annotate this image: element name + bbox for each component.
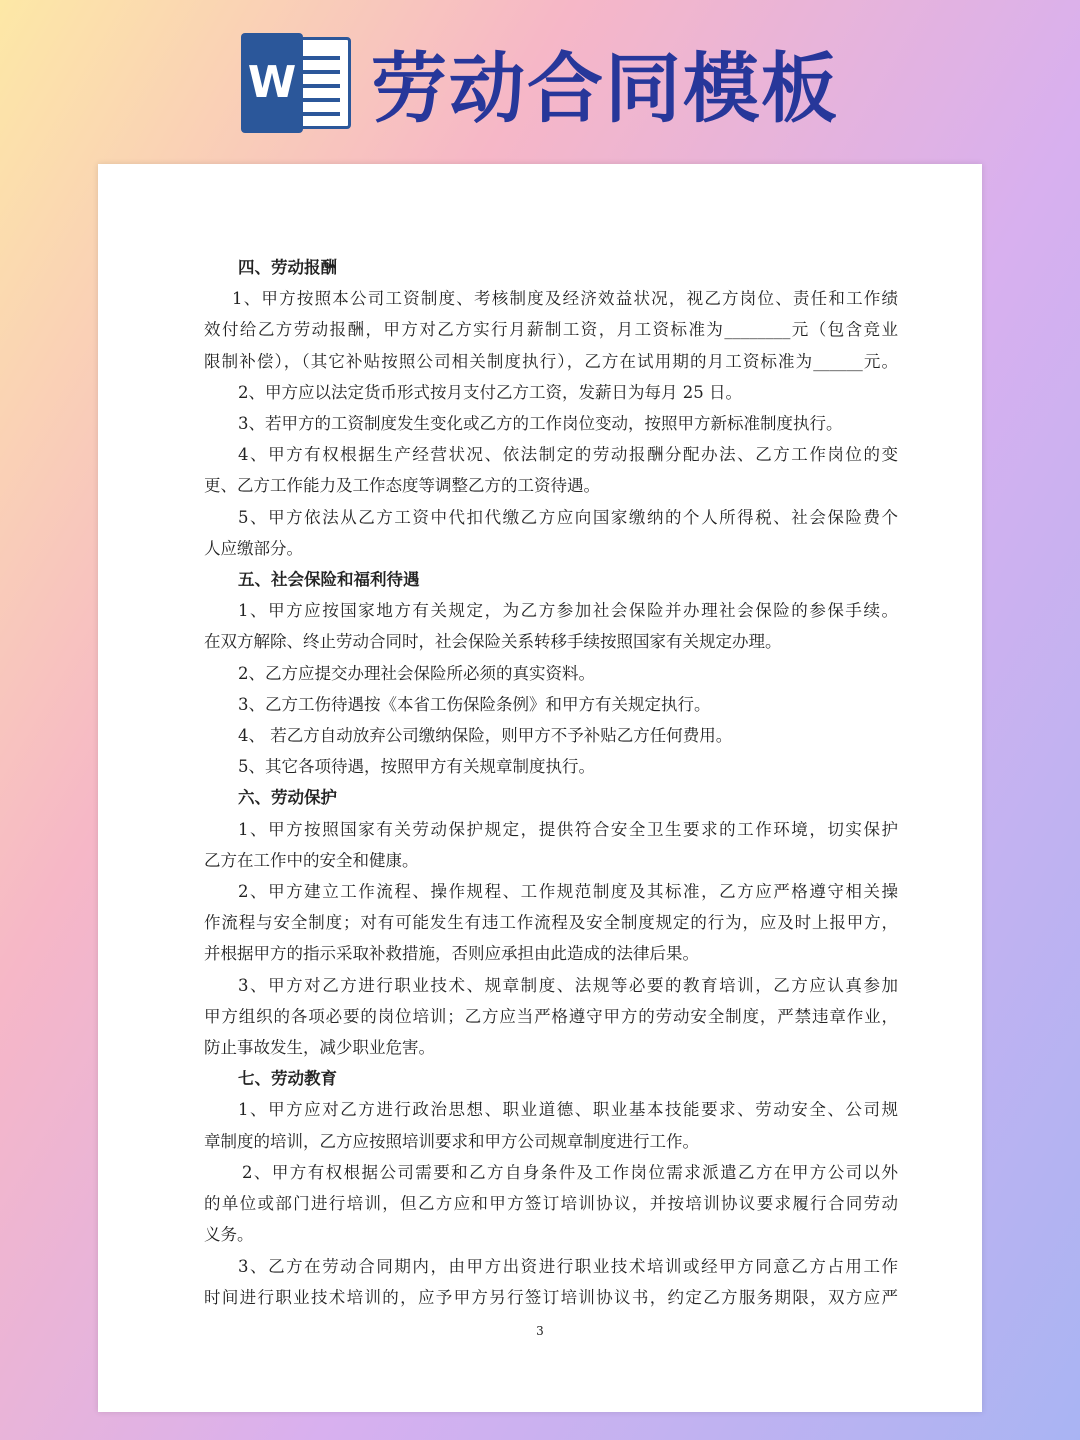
document-line: 限制补偿），（其它补贴按照公司相关制度执行），乙方在试用期的月工资标准为______元。	[204, 351, 898, 371]
document-line: 时间进行职业技术培训的，应予甲方另行签订培训协议书，约定乙方服务期限，双方应严	[204, 1287, 898, 1307]
word-icon-letter: W	[241, 33, 303, 133]
word-icon	[241, 33, 353, 133]
document-line: 3、乙方在劳动合同期内，由甲方出资进行职业技术培训或经甲方同意乙方占用工作	[238, 1256, 898, 1276]
document-line: 人应缴部分。	[204, 538, 303, 558]
document-line: 并根据甲方的指示采取补救措施，否则应承担由此造成的法律后果。	[204, 944, 699, 964]
document-line: 2、甲方建立工作流程、操作规程、工作规范制度及其标准，乙方应严格遵守相关操	[238, 882, 898, 902]
document-line: 1、甲方按照国家有关劳动保护规定，提供符合安全卫生要求的工作环境，切实保护	[238, 819, 898, 839]
document-line: 防止事故发生，减少职业危害。	[204, 1038, 435, 1058]
document-line: 3、若甲方的工资制度发生变化或乙方的工作岗位变动，按照甲方新标准制度执行。	[238, 414, 843, 434]
document-line: 的单位或部门进行培训，但乙方应和甲方签订培训协议，并按培训协议要求履行合同劳动	[204, 1194, 898, 1214]
document-line: 更、乙方工作能力及工作态度等调整乙方的工资待遇。	[204, 476, 600, 496]
banner	[0, 0, 1080, 165]
document-line: 5、甲方依法从乙方工资中代扣代缴乙方应向国家缴纳的个人所得税、社会保险费个	[238, 507, 898, 527]
document-line: 2、甲方应以法定货币形式按月支付乙方工资，发薪日为每月 25 日。	[238, 382, 742, 402]
document-line: 3、乙方工伤待遇按《本省工伤保险条例》和甲方有关规定执行。	[238, 694, 711, 714]
document-line: 2、乙方应提交办理社会保险所必须的真实资料。	[238, 663, 595, 683]
document-line: 5、其它各项待遇，按照甲方有关规章制度执行。	[238, 757, 595, 777]
document-body	[204, 252, 898, 1313]
document-line: 1、甲方应按国家地方有关规定，为乙方参加社会保险并办理社会保险的参保手续。	[238, 601, 898, 621]
document-line: 作流程与安全制度；对有可能发生有违工作流程及安全制度规定的行为，应及时上报甲方，	[204, 913, 898, 933]
section-heading: 四、劳动报酬	[238, 258, 337, 277]
document-line: 乙方在工作中的安全和健康。	[204, 850, 419, 870]
page-number: 3	[536, 1324, 544, 1338]
section-heading: 五、社会保险和福利待遇	[238, 570, 420, 590]
banner-title: 劳动合同模板	[371, 44, 839, 133]
document-line: 章制度的培训，乙方应按照培训要求和甲方公司规章制度进行工作。	[204, 1131, 699, 1151]
document-line: 效付给乙方劳动报酬，甲方对乙方实行月薪制工资，月工资标准为________元（包含竞业	[204, 320, 898, 340]
document-line: 4、 若乙方自动放弃公司缴纳保险，则甲方不予补贴乙方任何费用。	[238, 726, 733, 746]
document-line: 1、甲方应对乙方进行政治思想、职业道德、职业基本技能要求、劳动安全、公司规	[238, 1100, 898, 1120]
document-line: 甲方组织的各项必要的岗位培训；乙方应当严格遵守甲方的劳动安全制度，严禁违章作业，	[204, 1006, 898, 1026]
document-line: 4、甲方有权根据生产经营状况、依法制定的劳动报酬分配办法、乙方工作岗位的变	[238, 445, 898, 465]
document-line: 在双方解除、终止劳动合同时，社会保险关系转移手续按照国家有关规定办理。	[204, 632, 782, 652]
document-line: 2、甲方有权根据公司需要和乙方自身条件及工作岗位需求派遣乙方在甲方公司以外	[242, 1162, 898, 1182]
document-line: 义务。	[204, 1225, 254, 1245]
document-line: 3、甲方对乙方进行职业技术、规章制度、法规等必要的教育培训，乙方应认真参加	[238, 975, 898, 995]
document-page	[98, 164, 982, 1412]
document-line: 1、甲方按照本公司工资制度、考核制度及经济效益状况，视乙方岗位、责任和工作绩	[232, 289, 898, 309]
section-heading: 六、劳动保护	[238, 788, 337, 808]
section-heading: 七、劳动教育	[238, 1069, 337, 1089]
